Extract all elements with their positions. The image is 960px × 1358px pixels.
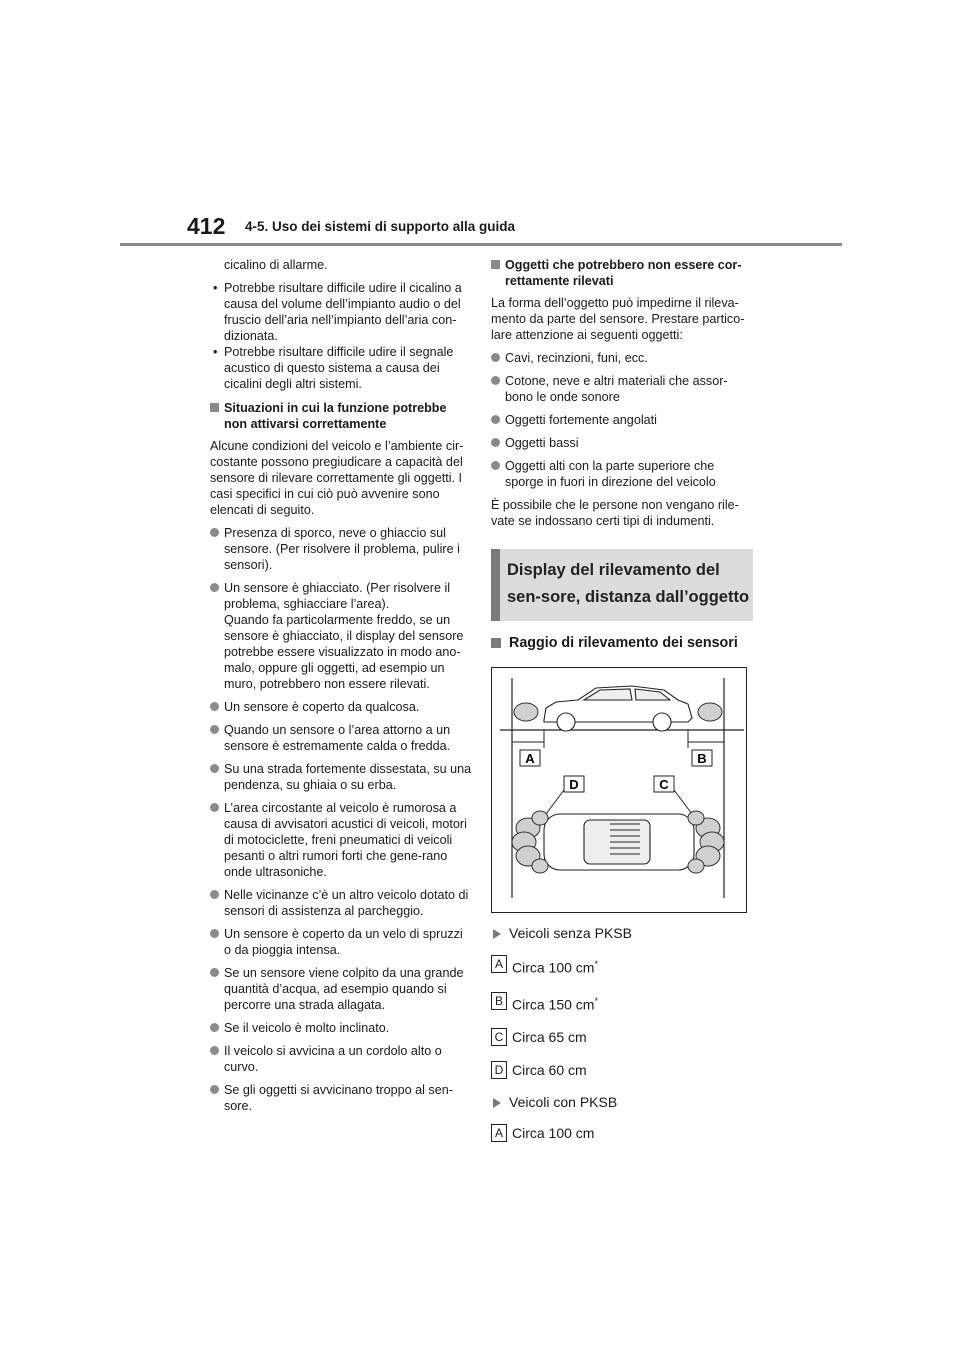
circle-bullet-icon: [210, 968, 219, 977]
paragraph-conditions: Alcune condizioni del veicolo e l’ambiente cir-costante possono pregiudicare a capacità del sensore di rilevare correttamente gli oggetti. I casi specifici in cui ciò può avvenire sono elencati di seguito.: [210, 439, 464, 517]
list-item: Nelle vicinanze c’è un altro veicolo dotato di sensori di assistenza al parcheggio.: [210, 887, 472, 919]
list-item: Un sensore è coperto da qualcosa.: [210, 699, 472, 715]
distance-label: B: [491, 992, 507, 1010]
heading-bar: [491, 549, 500, 621]
circle-bullet-icon: [210, 702, 219, 711]
distance-label: A: [491, 955, 507, 973]
list-item: Un sensore è ghiacciato. (Per risolvere il problema, sghiacciare l’area). Quando fa particolarmente freddo, se un sensore è ghiacciato, il display del sensore potrebbe essere visualizzato in modo ano-malo, oppure gli oggetti, ad esempio un muro, potrebbero non essere rilevati.: [210, 580, 472, 692]
square-bullet-icon: [210, 403, 219, 412]
conditions-list: [210, 525, 472, 1114]
objects-list: [491, 350, 753, 490]
list-item: Oggetti fortemente angolati: [491, 412, 753, 428]
circle-bullet-icon: [210, 583, 219, 592]
dash-list: [210, 280, 472, 392]
distance-value: Circa 60 cm: [512, 1062, 587, 1079]
list-item: L’area circostante al veicolo è rumorosa a causa di avvisatori acustici di veicoli, motori di motociclette, freni pneumatici di veicoli pesanti o altri rumori forti che gene-rano onde ultrasoniche.: [210, 800, 472, 880]
circle-bullet-icon: [210, 929, 219, 938]
distance-value: Circa 65 cm: [512, 1029, 587, 1046]
distance-label: A: [491, 1124, 507, 1142]
circle-bullet-icon: [210, 725, 219, 734]
circle-bullet-icon: [491, 461, 500, 470]
variant-with-pksb: Veicoli con PKSB: [491, 1094, 753, 1110]
circle-bullet-icon: [491, 438, 500, 447]
distance-item: [491, 1028, 753, 1046]
variant-without-pksb: Veicoli senza PKSB: [491, 925, 753, 941]
note-clothing: È possibile che le persone non vengano rile-vate se indossano certi tipi di indumenti.: [491, 498, 739, 528]
figure-label-a: A: [525, 751, 535, 766]
page-number: 412: [187, 213, 226, 239]
list-item: Cotone, neve e altri materiali che assor-bono le onde sonore: [491, 373, 753, 405]
list-item: Il veicolo si avvicina a un cordolo alto o curvo.: [210, 1043, 472, 1075]
square-bullet-icon: [491, 260, 500, 269]
distance-value: Circa 100 cm: [512, 1125, 595, 1142]
figure-label-c: C: [659, 777, 669, 792]
subhead-conditions: Situazioni in cui la funzione potrebbe non attivarsi correttamente: [210, 400, 472, 432]
figure-label-b: B: [697, 751, 707, 766]
list-item: Se il veicolo è molto inclinato.: [210, 1020, 472, 1036]
list-item: Un sensore è coperto da un velo di spruzzi o da pioggia intensa.: [210, 926, 472, 958]
distance-label: D: [491, 1061, 507, 1079]
footnote-mark: *: [594, 995, 598, 1006]
list-item: Su una strada fortemente dissestata, su una pendenza, su ghiaia o su erba.: [210, 761, 472, 793]
list-item: Quando un sensore o l’area attorno a un sensore è estremamente calda o fredda.: [210, 722, 472, 754]
section-heading: Display del rilevamento del sen-sore, distanza dall’oggetto: [507, 561, 750, 606]
sensor-range-figure: [491, 667, 747, 913]
sensor-diagram: [492, 668, 746, 912]
dash-item: • Potrebbe risultare difficile udire il cicalino a causa del volume dell’impianto audio o del fruscio dell’aria nell’impianto dell’aria con-dizionata.: [213, 281, 462, 343]
distance-value: Circa 150 cm: [512, 996, 595, 1013]
circle-bullet-icon: [210, 764, 219, 773]
distance-item: [491, 1124, 753, 1142]
circle-bullet-icon: [210, 528, 219, 537]
circle-bullet-icon: [210, 1046, 219, 1055]
circle-bullet-icon: [210, 803, 219, 812]
figure-label-d: D: [569, 777, 579, 792]
list-item: Cavi, recinzioni, funi, ecc.: [491, 350, 753, 366]
list-item: Oggetti alti con la parte superiore che sporge in fuori in direzione del veicolo: [491, 458, 753, 490]
list-item: Oggetti bassi: [491, 435, 753, 451]
circle-bullet-icon: [491, 353, 500, 362]
left-column: [210, 257, 472, 1121]
right-column: [491, 257, 753, 1157]
dash-item: • Potrebbe risultare difficile udire il segnale acustico di questo sistema a causa dei cicalini degli altri sistemi.: [213, 345, 454, 391]
list-item: Se gli oggetti si avvicinano troppo al sen-sore.: [210, 1082, 472, 1114]
car-side-icon: [544, 686, 692, 731]
paragraph-objects: La forma dell’oggetto può impedirne il rileva-mento da parte del sensore. Prestare partico-lare attenzione ai seguenti oggetti:: [491, 296, 745, 342]
triangle-bullet-icon: [493, 1098, 501, 1108]
range-heading: Raggio di rilevamento dei sensori: [491, 635, 753, 651]
section-heading-box: [491, 549, 753, 621]
distance-item: [491, 992, 753, 1014]
circle-bullet-icon: [491, 376, 500, 385]
circle-bullet-icon: [210, 1085, 219, 1094]
footnote-mark: *: [594, 959, 598, 969]
header-rule: [120, 243, 842, 246]
distance-item: [491, 1061, 753, 1079]
distance-item: [491, 955, 753, 977]
intro-text: cicalino di allarme.: [224, 258, 328, 272]
list-item: Presenza di sporco, neve o ghiaccio sul sensore. (Per risolvere il problema, pulire i sensori).: [210, 525, 472, 573]
subhead-objects: Oggetti che potrebbero non essere cor-rettamente rilevati: [491, 257, 753, 289]
list-item: Se un sensore viene colpito da una grande quantità d’acqua, ad esempio quando si percorre una strada allagata.: [210, 965, 472, 1013]
distance-label: C: [491, 1028, 507, 1046]
car-top-icon: [544, 814, 694, 870]
section-title: 4-5. Uso dei sistemi di supporto alla guida: [245, 219, 516, 234]
circle-bullet-icon: [210, 890, 219, 899]
circle-bullet-icon: [210, 1023, 219, 1032]
square-bullet-icon: [491, 638, 501, 648]
circle-bullet-icon: [491, 415, 500, 424]
triangle-bullet-icon: [493, 929, 501, 939]
distance-value: Circa 100 cm: [512, 959, 595, 976]
